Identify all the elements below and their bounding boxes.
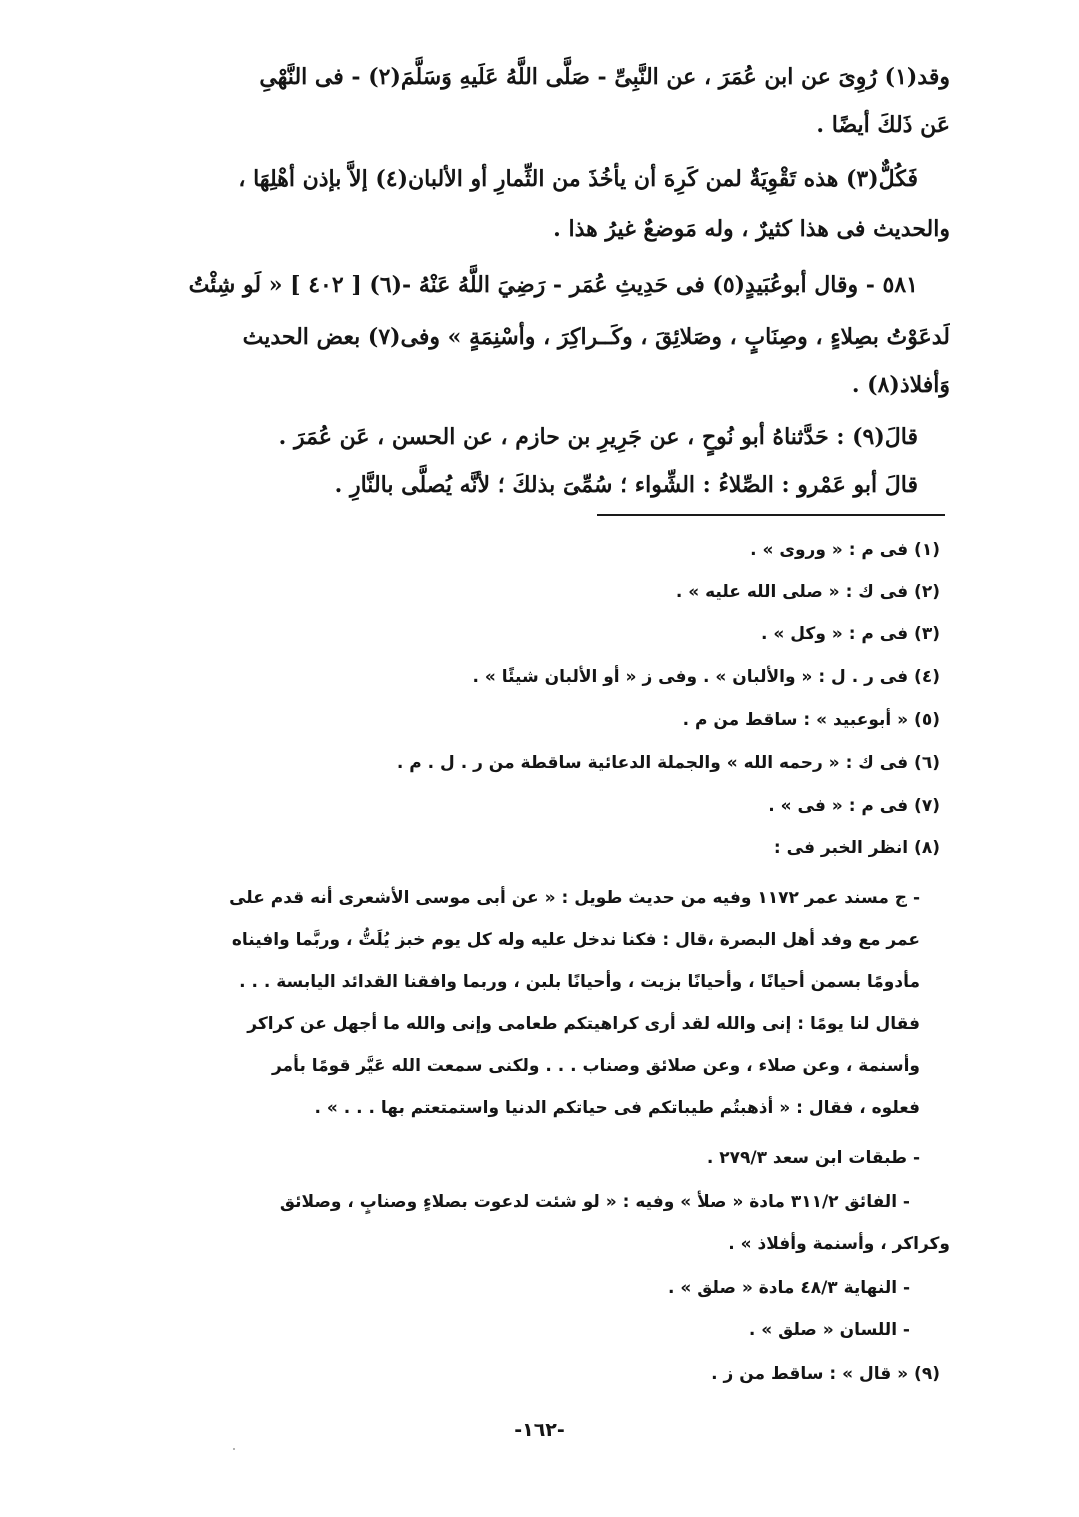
- page-number: -١٦٢-: [514, 1419, 565, 1441]
- main-text-line: قالَ أبو عَمْرو : الصِّلاءُ : الشِّواء ؛ سُمِّىَ بذلكَ ؛ لأنَّه يُصلَّى بالنَّارِ .: [334, 472, 918, 498]
- footnote-citation: عمر مع وفد أهل البصرة ،قال : فكنا ندخل عليه وله كل يوم خبز يُلَتُّ ، وربَّما وافيناه: [231, 930, 920, 950]
- footnote-citation: فعلوه ، فقال : « أذهبتُم طيباتكم فى حياتكم الدنيا واستمتعتم بها . . . » .: [314, 1098, 920, 1118]
- footnote: (٨) انظر الخبر فى :: [773, 838, 940, 858]
- main-text-line: لَدعَوْتُ بصِلاءٍ ، وصِنَابٍ ، وصَلائِقَ ، وكَــراكِرَ ، وأسْنِمَةٍ » وفى(٧) بعض الحديث: [242, 324, 950, 350]
- footnote: (٣) فى م : « وكل » .: [760, 624, 940, 644]
- footnote: (٦) فى ك : « رحمه الله » والجملة الدعائية ساقطة من ر . ل . م .: [396, 753, 940, 773]
- footnote-citation: - طبقات ابن سعد ٢٧٩/٣ .: [706, 1148, 920, 1168]
- footnote: (١) فى م : « وروى » .: [750, 540, 940, 560]
- footnote-divider: [597, 514, 945, 516]
- footnote-citation: وأسنمة ، وعن صلاء ، وعن صلائق وصناب . . . ولكنى سمعت الله عَيَّر قومًا بأمر: [271, 1056, 920, 1076]
- footnote: (٤) فى ر . ل : « والألبان » . وفى ز « أو الألبان شيئًا » .: [472, 667, 940, 687]
- main-text-line: والحديث فى هذا كثيرٌ ، وله مَوضعٌ غيرُ هذا .: [553, 216, 950, 242]
- main-text-line: عَن ذَلكَ أيضًا .: [816, 112, 950, 138]
- footnote: (٩) « قال » : ساقط من ز .: [711, 1364, 940, 1384]
- footnote-citation: - اللسان « صلق » .: [748, 1320, 910, 1340]
- footnote-citation: مأدومًا بسمن أحيانًا ، وأحيانًا بزيت ، وأحيانًا بلبن ، وربما وافقنا القدائد اليابسة . . .: [239, 972, 920, 992]
- main-text-line: ٥٨١ - وقال أبوعُبَيدٍ(٥) فى حَدِيثِ عُمَر - رَضِيَ اللَّهُ عَنْهُ -(٦) [ ٤٠٢ ] « لَو شِئْتُ: [188, 272, 918, 298]
- footnote: (٧) فى م : « فى » .: [768, 796, 940, 816]
- main-text-line: فَكُلٌّ(٣) هذه تَقْوِيَةٌ لمن كَرِهَ أن يأخُذَ من الثِّمارِ أو الألبان(٤) إلاَّ بإذن أهْلِهَا ،: [238, 166, 918, 192]
- footnote-citation: فقال لنا يومًا : إنى والله لقد أرى كراهيتكم طعامى وإنى والله ما أجهل عن كراكر: [247, 1014, 920, 1034]
- main-text-line: قالَ(٩) : حَدَّثناهُ أبو نُوحٍ ، عن جَرِيرِ بن حازم ، عن الحسن ، عَن عُمَرَ .: [278, 424, 918, 450]
- footnote-citation: - ج مسند عمر ١١٧٢ وفيه من حديث طويل : « عن أبى موسى الأشعرى أنه قدم على: [229, 888, 920, 908]
- footnote-citation: وكراكر ، وأسنمة وأفلاذ » .: [728, 1234, 950, 1254]
- scan-speck: [233, 1448, 235, 1450]
- footnote: (٥) « أبوعبيد » : ساقط من م .: [682, 710, 940, 730]
- footnote-citation: - النهاية ٤٨/٣ مادة « صلق » .: [667, 1278, 910, 1298]
- footnote: (٢) فى ك : « صلى الله عليه » .: [675, 582, 940, 602]
- main-text-line: وقد(١) رُوِىَ عن ابن عُمَرَ ، عن النَّبِىِّ - صَلَّى اللَّهُ عَلَيهِ وَسَلَّمَ(٢) - فى النَّهْىِ: [259, 64, 950, 90]
- main-text-line: وَأفلاذ(٨) .: [851, 372, 950, 398]
- footnote-citation: - الفائق ٣١١/٢ مادة « صلأ » وفيه : « لو شئت لدعوت بصلاءٍ وصنابٍ ، وصلائق: [279, 1192, 910, 1212]
